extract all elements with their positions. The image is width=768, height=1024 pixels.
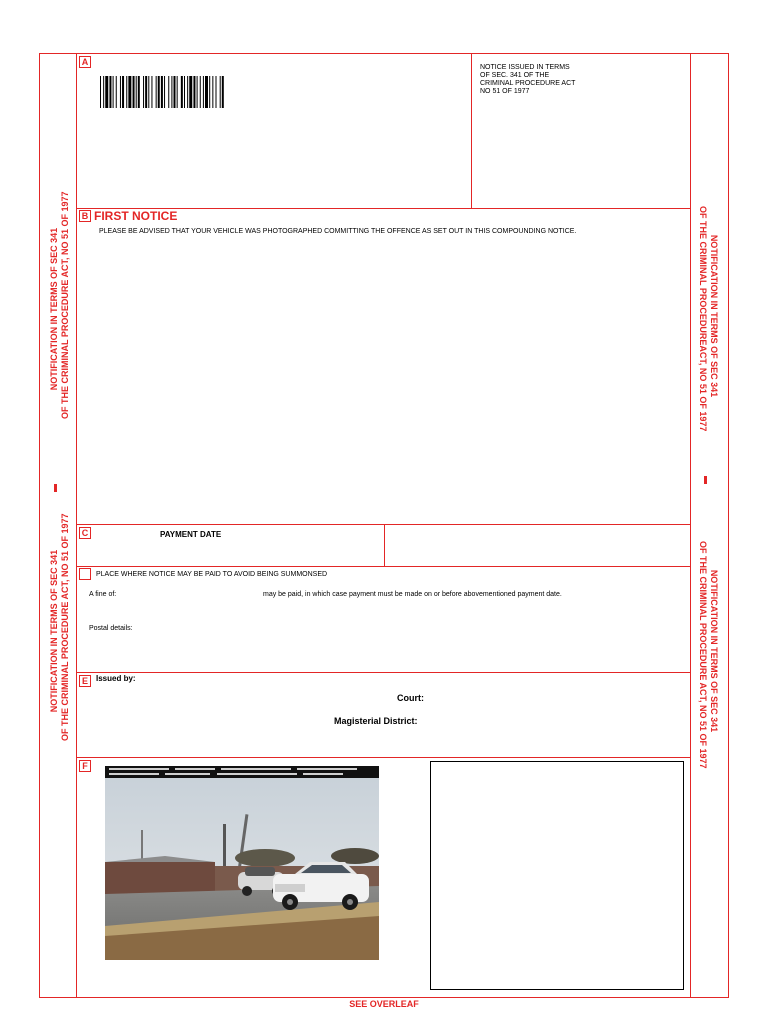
barcode-bar xyxy=(181,76,183,108)
barcode-bar xyxy=(138,76,140,108)
payment-place-title: PLACE WHERE NOTICE MAY BE PAID TO AVOID BEING SUMMONSED xyxy=(96,571,328,578)
left-margin-dash xyxy=(54,484,57,492)
left-side-text-lower-line1: NOTIFICATION IN TERMS OF SEC 341 xyxy=(49,549,59,713)
barcode-bar xyxy=(116,76,117,108)
notice-header-line2: OF SEC. 341 OF THE xyxy=(480,72,550,79)
barcode-bar xyxy=(109,76,111,108)
barcode-bar xyxy=(122,76,124,108)
fine-label: A fine of: xyxy=(89,591,117,598)
magisterial-district-label: Magisterial District: xyxy=(334,716,418,726)
payment-date-label: PAYMENT DATE xyxy=(160,530,222,539)
photo-placeholder-box xyxy=(430,761,684,990)
right-side-text-lower-line2: OF THE CRIMINAL PROCEDURE ACT, NO 51 OF 1977 xyxy=(698,541,708,769)
barcode-bar xyxy=(205,76,208,108)
barcode-bar xyxy=(161,76,163,108)
barcode-bar xyxy=(212,76,213,108)
barcode-bar xyxy=(177,76,178,108)
first-notice-message: PLEASE BE ADVISED THAT YOUR VEHICLE WAS PHOTOGRAPHED COMMITTING THE OFFENCE AS SET OUT IN THIS COMPOUNDING NOTICE. xyxy=(99,228,577,235)
left-side-text-lower-line2: OF THE CRIMINAL PROCEDURE ACT, NO 51 OF 1977 xyxy=(60,513,70,741)
left-margin-divider xyxy=(76,53,77,998)
right-margin-dash xyxy=(704,476,707,484)
barcode-bar xyxy=(197,76,198,108)
barcode-bar xyxy=(133,76,135,108)
section-letter-b: B xyxy=(79,210,91,222)
barcode-image xyxy=(100,76,340,108)
barcode-bar xyxy=(151,76,152,108)
section-c-split xyxy=(384,524,385,567)
issued-by-label: Issued by: xyxy=(96,674,136,683)
barcode-bar xyxy=(189,76,192,108)
barcode-bar xyxy=(220,76,221,108)
barcode-bar xyxy=(184,76,185,108)
barcode-bar xyxy=(168,76,169,108)
barcode-bar xyxy=(148,76,149,108)
barcode-bar xyxy=(100,76,101,108)
speed-camera-photo xyxy=(105,766,379,960)
right-side-text-upper xyxy=(697,206,719,432)
barcode-bar xyxy=(143,76,144,108)
barcode-bar xyxy=(171,76,172,108)
first-notice-title: FIRST NOTICE xyxy=(94,209,178,223)
barcode-bar xyxy=(126,76,127,108)
barcode-bar xyxy=(209,76,210,108)
section-letter-f: F xyxy=(79,760,91,772)
section-letter-d xyxy=(79,568,91,580)
notice-header-line1: NOTICE ISSUED IN TERMS xyxy=(480,64,570,71)
see-overleaf-link[interactable]: SEE OVERLEAF xyxy=(349,999,419,1009)
notice-header-line4: NO 51 OF 1977 xyxy=(480,88,530,95)
right-side-text-lower-line1: NOTIFICATION IN TERMS OF SEC 341 xyxy=(709,569,719,733)
barcode-bar xyxy=(105,76,108,108)
barcode-bar xyxy=(103,76,104,108)
barcode-bar xyxy=(174,76,176,108)
fine-text: may be paid, in which case payment must be made on or before abovementioned payment date. xyxy=(263,591,562,598)
barcode-bar xyxy=(156,76,157,108)
barcode-bar xyxy=(145,76,147,108)
divider-e-f xyxy=(76,757,691,758)
barcode-bar xyxy=(164,76,165,108)
left-side-text-lower xyxy=(49,513,71,741)
speed-camera-photo-svg xyxy=(105,766,379,960)
barcode-bar xyxy=(120,76,121,108)
barcode-bar xyxy=(203,76,204,108)
barcode-bar xyxy=(187,76,188,108)
section-letter-e: E xyxy=(79,675,91,687)
barcode-bar xyxy=(136,76,137,108)
right-side-text-lower xyxy=(697,541,719,769)
barcode-bar xyxy=(216,76,217,108)
section-letter-c: C xyxy=(79,527,91,539)
right-side-text-upper-line1: NOTIFICATION IN TERMS OF SEC 341 xyxy=(709,234,719,398)
left-side-text-upper-line1: NOTIFICATION IN TERMS OF SEC 341 xyxy=(49,227,59,391)
notice-header xyxy=(480,64,575,96)
barcode-bar xyxy=(113,76,114,108)
section-letter-a: A xyxy=(79,56,91,68)
notice-header-line3: CRIMINAL PROCEDURE ACT xyxy=(480,80,576,87)
postal-details-label: Postal details: xyxy=(89,625,133,632)
section-a-split xyxy=(471,53,472,209)
left-side-text-upper xyxy=(49,191,71,419)
right-margin-divider xyxy=(690,53,691,998)
divider-d-e xyxy=(76,672,691,673)
barcode-bar xyxy=(200,76,201,108)
court-label: Court: xyxy=(397,693,424,703)
barcode-bar xyxy=(128,76,131,108)
left-side-text-upper-line2: OF THE CRIMINAL PROCEDURE ACT, NO 51 OF 1977 xyxy=(60,191,70,419)
barcode-bar xyxy=(158,76,160,108)
barcode-bar xyxy=(193,76,195,108)
right-side-text-upper-line2: OF THE CRIMINAL PROCEDUREACT, NO 51 OF 1977 xyxy=(698,206,708,432)
barcode-bar xyxy=(222,76,224,108)
